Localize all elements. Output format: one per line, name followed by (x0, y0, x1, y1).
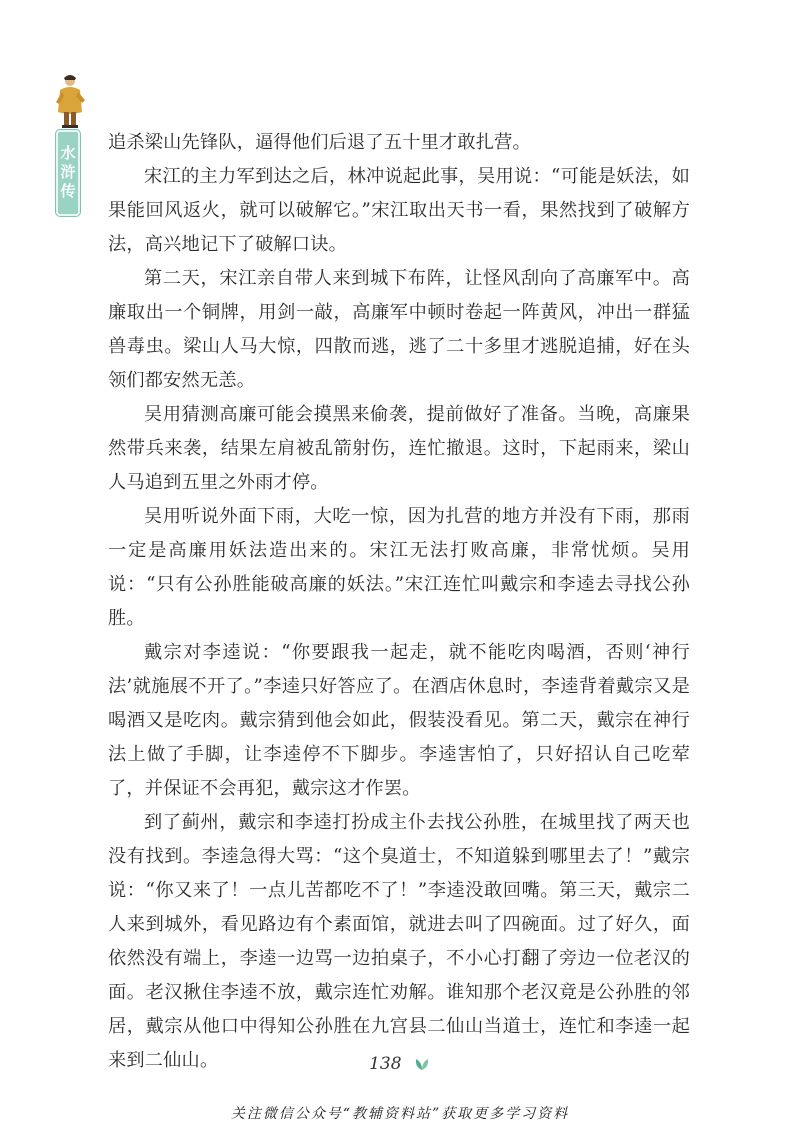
paragraph: 吴用听说外面下雨，大吃一惊，因为扎营的地方并没有下雨，那雨一定是高廉用妖法造出来的。宋江无法打败高廉，非常忧烦。吴用说：“只有公孙胜能破高廉的妖法。”宋江连忙叫戴宗和李逵去寻找公孙胜。 (108, 506, 690, 629)
footer-note: 关注微信公众号“教辅资料站”获取更多学习资料 (230, 1106, 570, 1122)
leaf-icon (413, 1057, 431, 1071)
book-title: 水浒传 (58, 144, 77, 202)
page-body (108, 126, 690, 1078)
book-title-tab (56, 130, 80, 216)
page-footer (0, 1053, 800, 1074)
page-number: 138 (369, 1053, 402, 1074)
paragraph: 第二天，宋江亲自带人来到城下布阵，让怪风刮向了高廉军中。高廉取出一个铜牌，用剑一敲，高廉军中顿时卷起一阵黄风，冲出一群猛兽毒虫。梁山人马大惊，四散而逃，逃了二十多里才逃脱追捕，好在头领们都安然无恙。 (108, 268, 690, 391)
paragraph: 宋江的主力军到达之后，林冲说起此事，吴用说：“可能是妖法，如果能回风返火，就可以破解它。”宋江取出天书一看，果然找到了破解方法，高兴地记下了破解口诀。 (108, 166, 690, 255)
paragraph: 戴宗对李逵说：“你要跟我一起走，就不能吃肉喝酒，否则‘神行法’就施展不开了。”李逵只好答应了。在酒店休息时，李逵背着戴宗又是喝酒又是吃肉。戴宗猜到他会如此，假装没看见。第二天，戴宗在神行法上做了手脚，让李逵停不下脚步。李逵害怕了，只好招认自己吃荤了，并保证不会再犯，戴宗这才作罢。 (108, 642, 690, 799)
warrior-figure-icon (50, 72, 90, 132)
paragraph: 吴用猜测高廉可能会摸黑来偷袭，提前做好了准备。当晚，高廉果然带兵来袭，结果左肩被乱箭射伤，连忙撤退。这时，下起雨来，梁山人马追到五里之外雨才停。 (108, 404, 690, 493)
paragraph: 追杀梁山先锋队，逼得他们后退了五十里才敢扎营。 (108, 132, 531, 153)
paragraph: 到了蓟州，戴宗和李逵打扮成主仆去找公孙胜，在城里找了两天也没有找到。李逵急得大骂：“这个臭道士，不知道躲到哪里去了！”戴宗说：“你又来了！一点儿苦都吃不了！”李逵没敢回嘴。第三天，戴宗二人来到城外，看见路边有个素面馆，就进去叫了四碗面。过了好久，面依然没有端上，李逵一边骂一边拍桌子，不小心打翻了旁边一位老汉的面。老汉揪住李逵不放，戴宗连忙劝解。谁知那个老汉竟是公孙胜的邻居，戴宗从他口中得知公孙胜在九宫县二仙山当道士，连忙和李逵一起来到二仙山。 (108, 812, 690, 1071)
